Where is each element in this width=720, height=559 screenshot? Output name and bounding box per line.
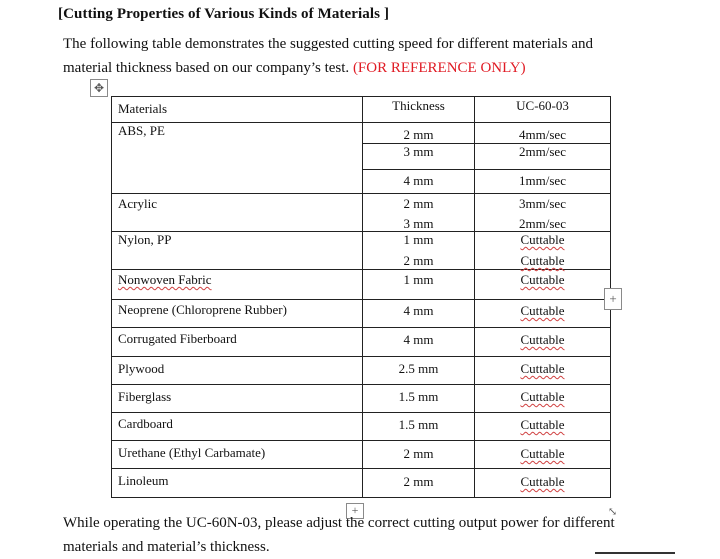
speed-cell[interactable]: 4mm/sec	[475, 123, 611, 144]
table-header-row	[112, 97, 611, 123]
intro-paragraph-line2	[63, 56, 526, 80]
speed-cell[interactable]: Cuttable	[475, 300, 611, 328]
material-cell[interactable]: Urethane (Ethyl Carbamate)	[112, 441, 363, 469]
material-cell[interactable]: Acrylic	[112, 194, 363, 232]
material-cell[interactable]: Corrugated Fiberboard	[112, 328, 363, 357]
material-cell[interactable]: ABS, PE	[112, 123, 363, 194]
material-cell[interactable]: Fiberglass	[112, 385, 363, 413]
table-row	[112, 194, 611, 232]
material-cell[interactable]: Plywood	[112, 357, 363, 385]
plus-icon: +	[609, 291, 617, 306]
speed-cell[interactable]: Cuttable	[475, 328, 611, 357]
header-materials[interactable]: Materials	[112, 97, 363, 123]
table-row	[112, 357, 611, 385]
material-cell[interactable]: Nonwoven Fabric	[112, 270, 363, 300]
table-row	[112, 413, 611, 441]
material-cell[interactable]: Linoleum	[112, 469, 363, 498]
table-row	[112, 385, 611, 413]
table-row	[112, 469, 611, 498]
material-cell[interactable]: Neoprene (Chloroprene Rubber)	[112, 300, 363, 328]
footer-paragraph-line2: materials and material’s thickness.	[63, 539, 270, 555]
speed-cell[interactable]: Cuttable	[475, 357, 611, 385]
thickness-cell[interactable]: 3 mm	[363, 144, 475, 170]
thickness-cell[interactable]: 1 mm 2 mm	[363, 232, 475, 270]
speed-cell[interactable]: Cuttable	[475, 441, 611, 469]
intro-paragraph-line1: The following table demonstrates the suggested cutting speed for different materials and	[63, 36, 593, 52]
thickness-cell[interactable]: 2 mm 3 mm	[363, 194, 475, 232]
thickness-cell[interactable]: 2 mm	[363, 441, 475, 469]
table-move-handle[interactable]	[90, 79, 108, 97]
thickness-cell[interactable]: 2.5 mm	[363, 357, 475, 385]
page-fragment	[595, 552, 675, 554]
table-row	[112, 328, 611, 357]
thickness-cell[interactable]: 4 mm	[363, 170, 475, 194]
speed-cell[interactable]: Cuttable	[475, 385, 611, 413]
cutting-properties-table	[111, 96, 611, 498]
table-row	[112, 270, 611, 300]
intro-text: material thickness based on our company’s test.	[63, 60, 353, 76]
plus-icon: +	[351, 503, 359, 517]
table-row	[112, 441, 611, 469]
table-row	[112, 300, 611, 328]
thickness-cell[interactable]: 2 mm	[363, 123, 475, 144]
thickness-cell[interactable]: 4 mm	[363, 328, 475, 357]
speed-cell[interactable]: Cuttable	[475, 413, 611, 441]
table-row	[112, 123, 611, 144]
speed-cell[interactable]: Cuttable	[475, 270, 611, 300]
material-cell[interactable]: Cardboard	[112, 413, 363, 441]
move-arrows-icon: ✥	[93, 81, 105, 95]
speed-cell[interactable]: 3mm/sec 2mm/sec	[475, 194, 611, 232]
speed-cell[interactable]: 1mm/sec	[475, 170, 611, 194]
header-thickness[interactable]: Thickness	[363, 97, 475, 123]
speed-cell[interactable]: Cuttable Cuttable	[475, 232, 611, 270]
speed-cell[interactable]: 2mm/sec	[475, 144, 611, 170]
speed-cell[interactable]: Cuttable	[475, 469, 611, 498]
footer-paragraph-line1: While operating the UC-60N-03, please adjust the correct cutting output power for different	[63, 515, 615, 531]
thickness-cell[interactable]: 2 mm	[363, 469, 475, 498]
thickness-cell[interactable]: 1.5 mm	[363, 413, 475, 441]
reference-note: (FOR REFERENCE ONLY)	[352, 60, 526, 76]
section-heading: [Cutting Properties of Various Kinds of Materials ]	[58, 6, 390, 22]
table-row	[112, 232, 611, 270]
add-row-button[interactable]	[604, 288, 622, 310]
thickness-cell[interactable]: 1.5 mm	[363, 385, 475, 413]
thickness-cell[interactable]: 4 mm	[363, 300, 475, 328]
header-uc-60-03[interactable]: UC-60-03	[475, 97, 611, 123]
diagonal-resize-icon: ⤡	[608, 506, 618, 518]
material-cell[interactable]: Nylon, PP	[112, 232, 363, 270]
thickness-cell[interactable]: 1 mm	[363, 270, 475, 300]
